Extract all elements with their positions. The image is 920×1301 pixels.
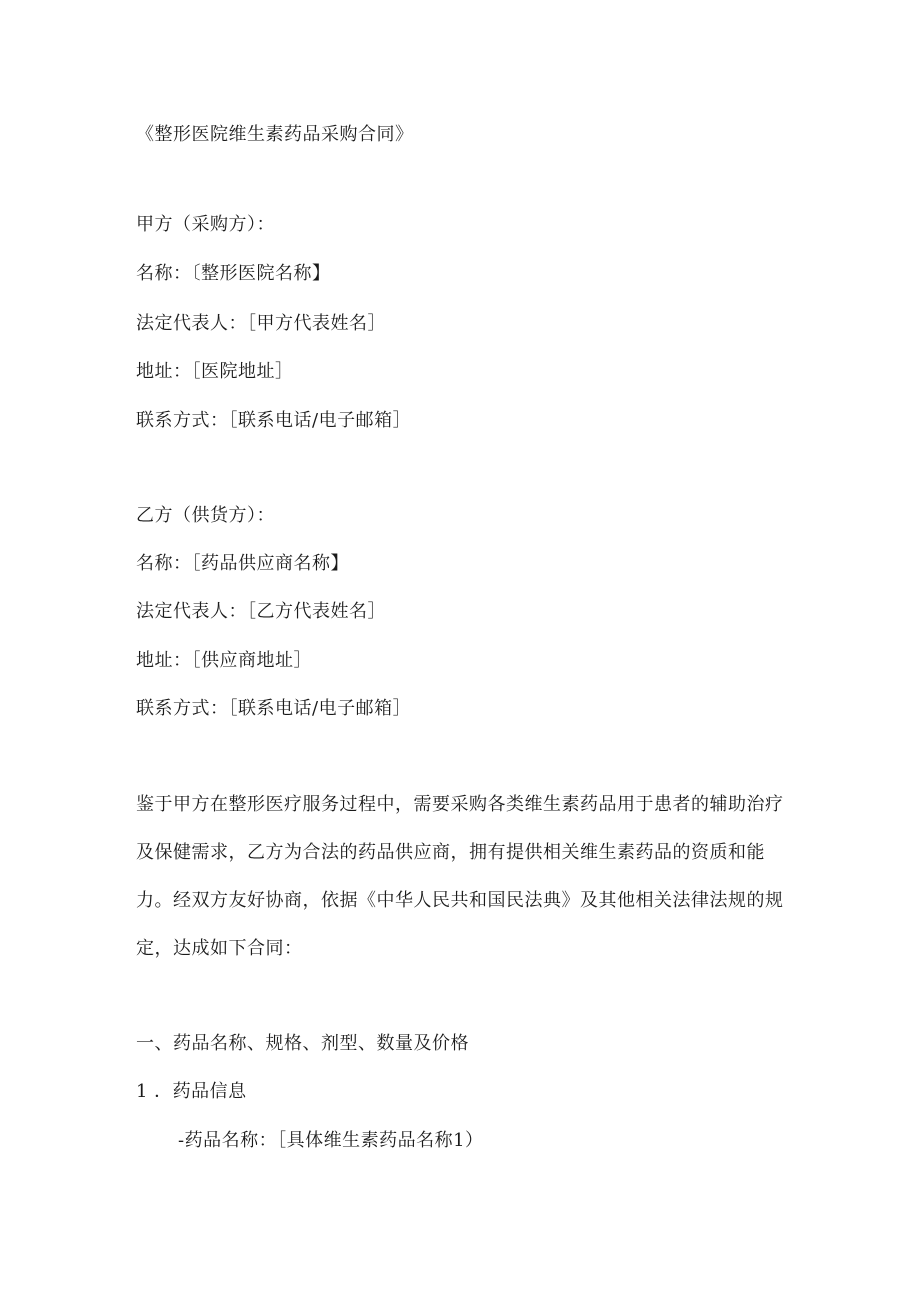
party-b-contact: 联系方式：［联系电话/电子邮箱］ — [136, 698, 412, 719]
party-b-heading: 乙方（供货方）： — [136, 505, 275, 526]
party-a-heading: 甲方（采购方）： — [136, 214, 275, 235]
party-a-contact: 联系方式：［联系电话/电子邮箱］ — [136, 410, 412, 431]
party-b-representative: 法定代表人：［乙方代表姓名］ — [136, 601, 386, 622]
party-a-address: 地址：［医院地址］ — [136, 361, 294, 382]
section-1-heading: 一、药品名称、规格、剂型、数量及价格 — [136, 1033, 469, 1054]
section-1-item-1: 1 ．药品信息 — [136, 1081, 247, 1102]
party-b-address: 地址：［供应商地址］ — [136, 650, 312, 671]
party-b-name: 名称：［药品供应商名称】 — [136, 553, 349, 574]
document-title: 《整形医院维生素药品采购合同》 — [136, 124, 414, 145]
preamble-paragraph: 鉴于甲方在整形医疗服务过程中，需要采购各类维生素药品用于患者的辅助治疗及保健需求，乙方为合法的药品供应商，拥有提供相关维生素药品的资质和能力。经双方友好协商，依据《中华人民共和国民法典》及其他相关法律法规的规定，达成如下合同： — [136, 794, 784, 959]
party-a-name: 名称：〔整形医院名称】 — [136, 263, 331, 284]
party-a-representative: 法定代表人：［甲方代表姓名］ — [136, 313, 386, 334]
drug-name-line: -药品名称：［具体维生素药品名称1） — [178, 1130, 484, 1151]
